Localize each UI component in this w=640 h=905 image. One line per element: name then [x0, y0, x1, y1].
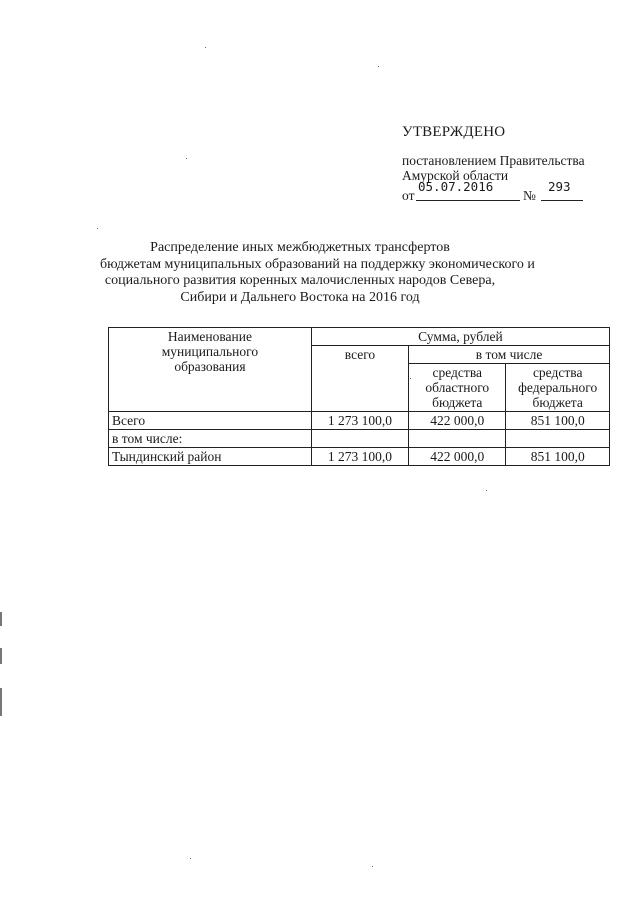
row-federal: 851 100,0	[506, 412, 610, 430]
header-name	[109, 328, 312, 412]
approved-heading: УТВЕРЖДЕНО	[402, 124, 506, 140]
row-regional: 422 000,0	[409, 448, 506, 466]
scan-edge-mark	[0, 612, 2, 626]
table-row	[109, 430, 610, 448]
header-total: всего	[311, 346, 408, 412]
row-regional: 422 000,0	[409, 412, 506, 430]
from-label: от	[402, 188, 415, 203]
scan-speck	[410, 378, 411, 379]
row-total: 1 273 100,0	[311, 412, 408, 430]
scan-speck	[486, 490, 487, 491]
approval-number: 293	[548, 179, 571, 194]
title-line-2: бюджетам муниципальных образований на поддержку экономического и	[100, 256, 535, 272]
number-label: №	[523, 188, 536, 203]
scan-speck	[378, 66, 379, 67]
row-name: Тындинский район	[109, 448, 312, 466]
scan-edge-mark	[0, 688, 2, 716]
header-including: в том числе	[409, 346, 610, 364]
row-federal	[506, 430, 610, 448]
header-sum: Сумма, рублей	[311, 328, 609, 346]
row-total: 1 273 100,0	[311, 448, 408, 466]
row-name: в том числе:	[109, 430, 312, 448]
document-title	[100, 240, 535, 306]
header-name-text: Наименование муниципального образования	[161, 329, 259, 374]
approval-line-2: Амурской области	[402, 168, 509, 183]
header-regional: средства областного бюджета	[409, 364, 506, 412]
row-name: Всего	[109, 412, 312, 430]
scan-speck	[186, 158, 187, 159]
table-row	[109, 448, 610, 466]
title-line-3: социального развития коренных малочисленных народов Севера,	[104, 273, 496, 288]
scan-speck	[205, 47, 206, 48]
number-underline	[541, 200, 583, 201]
row-federal: 851 100,0	[506, 448, 610, 466]
scan-speck	[190, 858, 191, 859]
row-total	[311, 430, 408, 448]
header-row-1	[109, 328, 610, 346]
approval-date-row	[402, 179, 632, 203]
title-line-1: Распределение иных межбюджетных трансфертов	[150, 240, 450, 255]
scan-speck	[372, 866, 373, 867]
approval-date: 05.07.2016	[418, 179, 494, 194]
scan-edge-mark	[0, 648, 2, 664]
distribution-table	[108, 327, 610, 466]
approval-block	[402, 124, 632, 203]
title-line-4: Сибири и Дальнего Востока на 2016 год	[180, 289, 420, 305]
header-federal: средства федерального бюджета	[506, 364, 610, 412]
table-row	[109, 412, 610, 430]
scan-speck	[97, 228, 98, 229]
date-underline	[416, 200, 520, 201]
row-regional	[409, 430, 506, 448]
approval-line-1: постановлением Правительства	[402, 153, 585, 168]
